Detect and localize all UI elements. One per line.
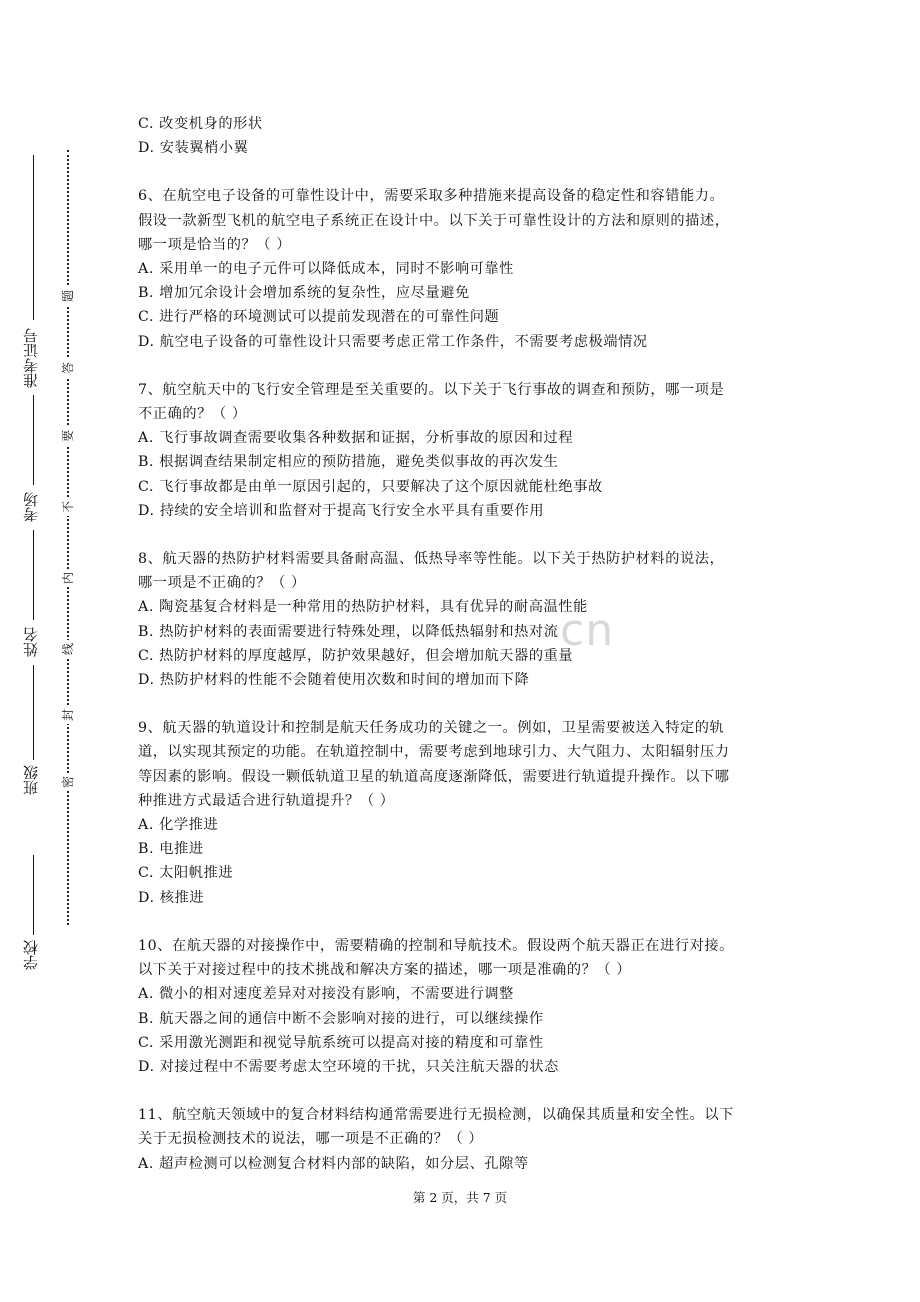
option-a: A. 化学推进 [138,817,219,834]
option-d: D. 航空电子设备的可靠性设计只需要考虑正常工作条件，不需要考虑极端情况 [138,333,648,350]
option-b: B. 根据调查结果制定相应的预防措施，避免类似事故的再次发生 [138,454,559,471]
option-c: C. 飞行事故都是由单一原因引起的，只要解决了这个原因就能杜绝事故 [138,478,603,495]
exam-number-label: 准考证号 [22,328,40,388]
question-6 [138,184,788,353]
page-footer: 第 2 页，共 7 页 [412,1190,508,1205]
seal-char-nei: 内 [61,569,75,587]
watermark: cn [560,605,615,656]
question-list [138,112,788,1176]
question-stem: 哪一项是不正确的？（ ） [138,575,306,592]
exam-room-blank-line [33,395,34,485]
question-stem: 关于无损检测技术的说法，哪一项是不正确的？（ ） [138,1131,484,1148]
seal-dotted-line [67,150,69,925]
school-blank-line [33,855,34,935]
option-d: D. 持续的安全培训和监督对于提高飞行安全水平具有重要作用 [138,502,545,519]
question-stem: 11、航空航天领域中的复合材料结构通常需要进行无损检测，以确保其质量和安全性。以下 [138,1107,734,1124]
question-stem: 10、在航天器的对接操作中，需要精确的控制和导航技术。假设两个航天器正在进行对接。 [138,937,734,954]
question-9 [138,716,788,910]
option-c: C. 改变机身的形状 [138,116,263,132]
seal-char-feng: 封 [61,706,75,724]
name-label: 姓名 [22,627,40,657]
option-a: A. 采用单一的电子元件可以降低成本，同时不影响可靠性 [138,261,514,278]
question-stem: 等因素的影响。假设一颗低轨道卫星的轨道高度逐渐降低，需要进行轨道提升操作。以下哪 [138,768,730,785]
option-b: B. 电推进 [138,841,204,858]
option-c: C. 太阳帆推进 [138,865,234,882]
exam-room-label: 考场 [22,492,40,522]
option-d: D. 热防护材料的性能不会随着使用次数和时间的增加而下降 [138,672,530,689]
name-blank-line [33,530,34,620]
question-stem: 8、航天器的热防护材料需要具备耐高温、低热导率等性能。以下关于热防护材料的说法， [138,551,725,568]
question-11 [138,1103,788,1176]
question-8 [138,547,788,692]
seal-char-mi: 密 [61,773,75,791]
option-b: B. 航天器之间的通信中断不会影响对接的进行，可以继续操作 [138,1010,544,1027]
option-c: C. 热防护材料的厚度越厚，防护效果越好，但会增加航天器的重量 [138,647,574,664]
question-stem: 以下关于对接过程中的技术挑战和解决方案的描述，哪一项是准确的？（ ） [138,962,632,979]
option-b: B. 增加冗余设计会增加系统的复杂性，应尽量避免 [138,285,470,302]
question-10 [138,934,788,1079]
class-label: 班级 [22,765,40,795]
question-stem: 不正确的？（ ） [138,406,247,423]
option-d: D. 安装翼梢小翼 [138,140,249,157]
option-c: C. 采用激光测距和视觉导航系统可以提高对接的精度和可靠性 [138,1034,544,1051]
school-label: 学校 [22,940,40,970]
option-d: D. 对接过程中不需要考虑太空环境的干扰，只关注航天器的状态 [138,1058,559,1075]
seal-char-ti: 题 [61,287,75,305]
question-5-tail [138,112,788,160]
exam-number-blank-line [33,155,34,320]
seal-char-da: 答 [61,359,75,377]
binding-margin [0,0,110,1302]
option-a: A. 陶瓷基复合材料是一种常用的热防护材料，具有优异的耐高温性能 [138,599,588,616]
option-a: A. 微小的相对速度差异对对接没有影响，不需要进行调整 [138,986,514,1003]
question-stem: 7、航空航天中的飞行安全管理是至关重要的。以下关于飞行事故的调查和预防，哪一项是 [138,381,725,398]
class-blank-line [33,665,34,760]
option-a: A. 飞行事故调查需要收集各种数据和证据，分析事故的原因和过程 [138,430,574,447]
seal-char-yao: 要 [61,427,75,445]
question-stem: 假设一款新型飞机的航空电子系统正在设计中。以下关于可靠性设计的方法和原则的描述， [138,212,730,229]
option-d: D. 核推进 [138,889,205,906]
question-stem: 哪一项是恰当的？（ ） [138,236,291,253]
question-stem: 道，以实现其预定的功能。在轨道控制中，需要考虑到地球引力、大气阻力、太阳辐射压力 [138,744,730,761]
question-7 [138,378,788,523]
option-b: B. 热防护材料的表面需要进行特殊处理，以降低热辐射和热对流 [138,623,559,640]
seal-char-xian: 线 [61,640,75,658]
option-c: C. 进行严格的环境测试可以提前发现潜在的可靠性问题 [138,309,500,326]
option-a: A. 超声检测可以检测复合材料内部的缺陷，如分层、孔隙等 [138,1155,529,1172]
question-stem: 6、在航空电子设备的可靠性设计中，需要采取多种措施来提高设备的稳定性和容错能力。 [138,188,725,205]
question-stem: 种推进方式最适合进行轨道提升？（ ） [138,792,395,809]
question-stem: 9、航天器的轨道设计和控制是航天任务成功的关键之一。例如，卫星需要被送入特定的轨 [138,720,725,737]
seal-char-bu: 不 [61,498,75,516]
